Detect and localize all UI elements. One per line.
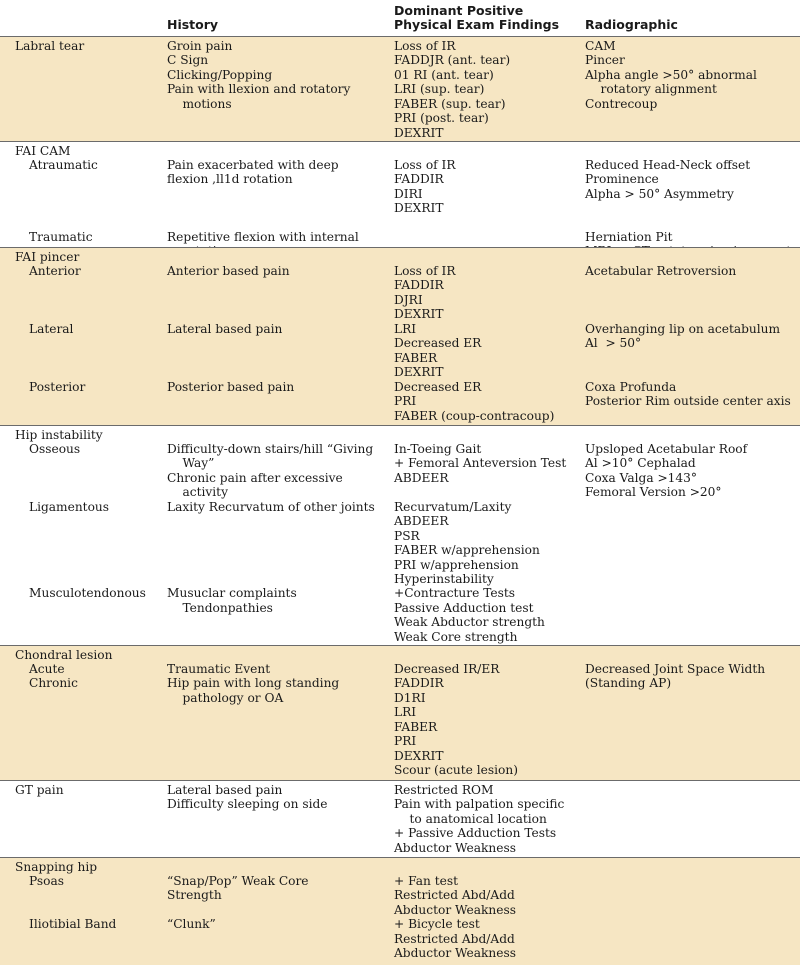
radiographic-cell-line: Femoral Version >20°: [585, 485, 722, 500]
condition-label-line: Anterior: [29, 263, 81, 278]
history-cell-line: “Clunk”: [167, 917, 216, 932]
history-cell-line: Strength: [167, 888, 222, 903]
history-cell: [167, 39, 350, 112]
condition-label: [29, 586, 146, 601]
history-cell: [167, 322, 282, 337]
history-cell: [167, 917, 216, 932]
condition-label: [29, 676, 78, 691]
physical-exam-cell-line: DEXRIT: [394, 125, 444, 140]
radiographic-cell: [585, 662, 765, 677]
condition-label: [29, 917, 116, 932]
radiographic-cell-line: rotatory alignment: [585, 82, 717, 96]
history-cell-line: Lateral based pain: [167, 782, 283, 797]
physical-exam-cell-line: +Contracture Tests: [394, 586, 515, 601]
section-divider: [0, 247, 800, 248]
physical-exam-cell-line: + Fan test: [394, 873, 458, 888]
physical-exam-cell-line: LRI: [394, 321, 417, 336]
history-cell: [167, 380, 294, 395]
history-cell: [167, 662, 270, 677]
physical-exam-cell-line: Decreased IR/ER: [394, 661, 500, 676]
physical-exam-cell-line: FABER w/apprehension: [394, 543, 540, 558]
physical-exam-cell-line: Recurvatum/Laxity: [394, 499, 512, 514]
physical-exam-cell: [394, 586, 545, 644]
history-cell: [167, 500, 375, 515]
radiographic-cell-line: Herniation Pit: [585, 229, 673, 244]
history-cell-line: “Snap/Pop” Weak Core: [167, 873, 309, 888]
radiographic-cell-line: Reduced Head-Neck offset: [585, 157, 751, 172]
physical-exam-cell-line: FADDIR: [394, 172, 444, 187]
condition-label-line: Lateral: [29, 321, 74, 336]
condition-label-line: FAI pincer: [15, 249, 80, 264]
radiographic-cell: [585, 676, 671, 691]
condition-label: [29, 158, 98, 173]
table-header: [0, 0, 800, 36]
physical-exam-cell: [394, 322, 481, 380]
radiographic-cell: [585, 380, 791, 409]
radiographic-cell-line: Decreased Joint Space Width: [585, 661, 766, 676]
physical-exam-cell-line: FABER: [394, 719, 438, 734]
history-cell-line: Difficulty sleeping on side: [167, 797, 328, 811]
history-cell-line: Musuclar complaints: [167, 586, 297, 601]
condition-label-line: Atraumatic: [29, 157, 98, 172]
condition-label: [29, 662, 65, 677]
history-cell: [167, 783, 328, 812]
condition-label: [29, 322, 73, 337]
header-radiographic: Radiographic: [585, 17, 678, 32]
physical-exam-cell-line: DEXRIT: [394, 748, 444, 763]
physical-exam-cell-line: PRI: [394, 734, 417, 749]
history-cell-line: C Sign: [167, 53, 209, 67]
radiographic-cell-line: CAM: [585, 38, 616, 53]
condition-label-line: Psoas: [29, 873, 64, 888]
condition-label: [15, 250, 79, 265]
physical-exam-cell-line: LRI (sup. tear): [394, 82, 485, 96]
condition-label: [29, 874, 64, 889]
header-physical-line2: Physical Exam Findings: [394, 17, 560, 32]
history-cell-line: flexion ,ll1d rotation: [167, 172, 293, 187]
section-divider: [0, 425, 800, 426]
history-cell-line: Traumatic Event: [167, 661, 271, 676]
physical-exam-cell-line: ABDEER: [394, 514, 449, 529]
physical-exam-cell-line: Scour (acute lesion): [394, 763, 518, 778]
section-divider: [0, 645, 800, 646]
history-cell: [167, 874, 309, 903]
history-cell: [167, 586, 297, 615]
physical-exam-cell-line: Restricted Abd/Add: [394, 888, 515, 903]
physical-exam-cell-line: PRI w/apprehension: [394, 557, 519, 572]
physical-exam-cell: [394, 917, 516, 961]
physical-exam-cell-line: DJRI: [394, 292, 423, 307]
condition-label: [29, 380, 85, 395]
section-divider: [0, 36, 800, 37]
condition-label: [15, 144, 71, 159]
physical-exam-cell-line: DEXRIT: [394, 307, 444, 322]
condition-label-line: FAI CAM: [15, 143, 71, 158]
physical-exam-cell-line: FADDJR (ant. tear): [394, 53, 511, 67]
condition-label-line: Posterior: [29, 379, 86, 394]
radiographic-cell-line: Alpha angle >50° abnormal: [585, 67, 757, 82]
table-section: [0, 858, 800, 965]
physical-exam-cell-line: 01 RI (ant. tear): [394, 67, 494, 82]
physical-exam-cell: [394, 783, 564, 856]
physical-exam-cell: [394, 380, 554, 424]
history-cell-line: Lateral based pain: [167, 321, 283, 336]
physical-exam-cell-line: ABDEER: [394, 470, 449, 485]
physical-exam-cell: [394, 676, 518, 778]
physical-exam-cell-line: In-Toeing Gait: [394, 441, 482, 456]
history-cell: [167, 442, 373, 500]
physical-exam-cell-line: + Femoral Anteversion Test: [394, 456, 567, 471]
condition-label-line: Chronic: [29, 676, 78, 691]
physical-exam-cell-line: Abductor Weakness: [394, 840, 516, 855]
physical-exam-cell-line: FABER (sup. tear): [394, 96, 506, 111]
section-divider: [0, 780, 800, 781]
physical-exam-cell-line: DEXRIT: [394, 365, 444, 380]
condition-label-line: Ligamentous: [29, 499, 110, 514]
condition-label-line: Iliotibial Band: [29, 917, 117, 932]
condition-label: [15, 39, 84, 54]
physical-exam-cell: [394, 442, 566, 486]
physical-exam-cell-line: PRI: [394, 394, 417, 409]
history-cell-line: Anterior based pain: [167, 263, 290, 278]
radiographic-cell-line: Contrecoup: [585, 96, 658, 111]
physical-exam-cell-line: Passive Adduction test: [394, 600, 534, 615]
table-section: [0, 248, 800, 426]
radiographic-cell-line: Upsloped Acetabular Roof: [585, 441, 748, 456]
table-section: [0, 781, 800, 858]
physical-exam-cell-line: to anatomical location: [394, 811, 547, 826]
physical-exam-cell-line: Decreased ER: [394, 379, 482, 394]
physical-exam-cell-line: Abductor Weakness: [394, 946, 516, 961]
history-cell-line: Repetitive flexion with internal: [167, 229, 359, 244]
radiographic-cell-line: Prominence: [585, 172, 659, 187]
condition-label: [29, 230, 93, 245]
physical-exam-cell-line: Weak Core strength: [394, 629, 518, 644]
physical-exam-cell: [394, 264, 456, 322]
history-cell-line: Pain with llexion and rotatory: [167, 82, 351, 96]
physical-exam-cell-line: + Bicycle test: [394, 917, 480, 932]
history-cell-line: Difficulty-down stairs/hill “Giving: [167, 441, 374, 456]
physical-exam-cell-line: Abductor Weakness: [394, 902, 516, 917]
physical-exam-cell: [394, 500, 540, 587]
physical-exam-cell-line: PSR: [394, 528, 420, 543]
physical-exam-cell-line: FABER (coup-contracoup): [394, 408, 555, 423]
physical-exam-cell-line: LRI: [394, 705, 417, 720]
condition-label-line: GT pain: [15, 782, 64, 797]
history-cell: [167, 676, 339, 705]
physical-exam-cell-line: + Passive Adduction Tests: [394, 826, 557, 840]
physical-exam-cell-line: Loss of IR: [394, 38, 456, 53]
physical-exam-cell-line: FADDIR: [394, 676, 444, 691]
condition-label: [15, 648, 112, 663]
history-cell-line: pathology or OA: [167, 690, 284, 705]
physical-exam-cell: [394, 874, 516, 918]
condition-label-line: Snapping hip: [15, 859, 98, 874]
history-cell-line: Laxity Recurvatum of other joints: [167, 499, 375, 514]
radiographic-cell-line: Alpha > 50° Asymmetry: [585, 186, 734, 201]
physical-exam-cell-line: DIRI: [394, 186, 423, 201]
physical-exam-cell-line: Decreased ER: [394, 336, 482, 351]
condition-label: [15, 783, 64, 798]
table-section: [0, 646, 800, 781]
condition-label: [15, 428, 103, 443]
section-divider: [0, 141, 800, 142]
table-section: [0, 142, 800, 248]
history-cell-line: Hip pain with long standing: [167, 676, 340, 691]
physical-exam-cell-line: Loss of IR: [394, 263, 456, 278]
table-section: [0, 37, 800, 142]
condition-label: [29, 500, 109, 515]
condition-label-line: Acute: [29, 661, 65, 676]
history-cell-line: Chronic pain after excessive: [167, 470, 343, 485]
condition-label-line: Musculotendonous: [29, 586, 146, 601]
physical-exam-cell-line: Hyperinstability: [394, 572, 494, 587]
physical-exam-cell: [394, 39, 510, 141]
condition-label-line: Labral tear: [15, 38, 85, 53]
radiographic-cell-line: Pincer: [585, 53, 625, 67]
radiographic-cell: [585, 442, 747, 500]
physical-exam-cell-line: PRI (post. tear): [394, 111, 489, 125]
physical-exam-cell-line: FADDIR: [394, 278, 444, 293]
physical-exam-cell-line: Restricted ROM: [394, 782, 494, 797]
history-cell-line: motions: [167, 96, 232, 111]
condition-label-line: Chondral lesion: [15, 647, 113, 662]
header-physical-line1: Dominant Positive: [394, 3, 524, 18]
physical-exam-cell-line: DEXRIT: [394, 201, 444, 216]
physical-exam-cell-line: Loss of IR: [394, 157, 456, 172]
condition-label-line: Hip instability: [15, 427, 103, 442]
history-cell-line: activity: [167, 485, 228, 500]
radiographic-cell-line: Posterior Rim outside center axis: [585, 394, 791, 409]
physical-exam-cell: [394, 662, 499, 677]
radiographic-cell: [585, 264, 736, 279]
table-section: [0, 426, 800, 646]
radiographic-cell: [585, 39, 757, 112]
physical-exam-cell: [394, 158, 456, 216]
radiographic-cell: [585, 158, 750, 202]
radiographic-cell-line: Coxa Profunda: [585, 379, 677, 394]
radiographic-cell-line: (Standing AP): [585, 676, 672, 691]
history-cell-line: Posterior based pain: [167, 379, 295, 394]
radiographic-cell-line: Al >10° Cephalad: [585, 456, 696, 471]
history-cell-line: Pain exacerbated with deep: [167, 157, 339, 172]
history-cell: [167, 264, 290, 279]
header-history: History: [167, 17, 219, 32]
condition-label: [29, 264, 81, 279]
history-cell-line: Clicking/Popping: [167, 67, 273, 82]
physical-exam-cell-line: Pain with palpation specific: [394, 797, 565, 811]
radiographic-cell-line: Al > 50°: [585, 336, 642, 351]
radiographic-cell-line: Coxa Valga >143°: [585, 470, 698, 485]
history-cell-line: Way”: [167, 456, 215, 471]
condition-label: [29, 442, 80, 457]
physical-exam-cell-line: Weak Abductor strength: [394, 615, 545, 630]
physical-exam-cell-line: FABER: [394, 350, 438, 365]
history-cell-line: Tendonpathies: [167, 600, 273, 615]
radiographic-cell: [585, 322, 780, 351]
condition-label-line: Osseous: [29, 441, 81, 456]
physical-exam-cell-line: Restricted Abd/Add: [394, 931, 515, 946]
history-cell: [167, 158, 339, 187]
condition-label-line: Traumatic: [29, 229, 93, 244]
condition-label: [15, 860, 97, 875]
radiographic-cell-line: Overhanging lip on acetabulum: [585, 321, 781, 336]
physical-exam-cell-line: D1RI: [394, 690, 426, 705]
section-divider: [0, 857, 800, 858]
history-cell-line: Groin pain: [167, 38, 233, 53]
radiographic-cell-line: Acetabular Retroversion: [585, 263, 737, 278]
